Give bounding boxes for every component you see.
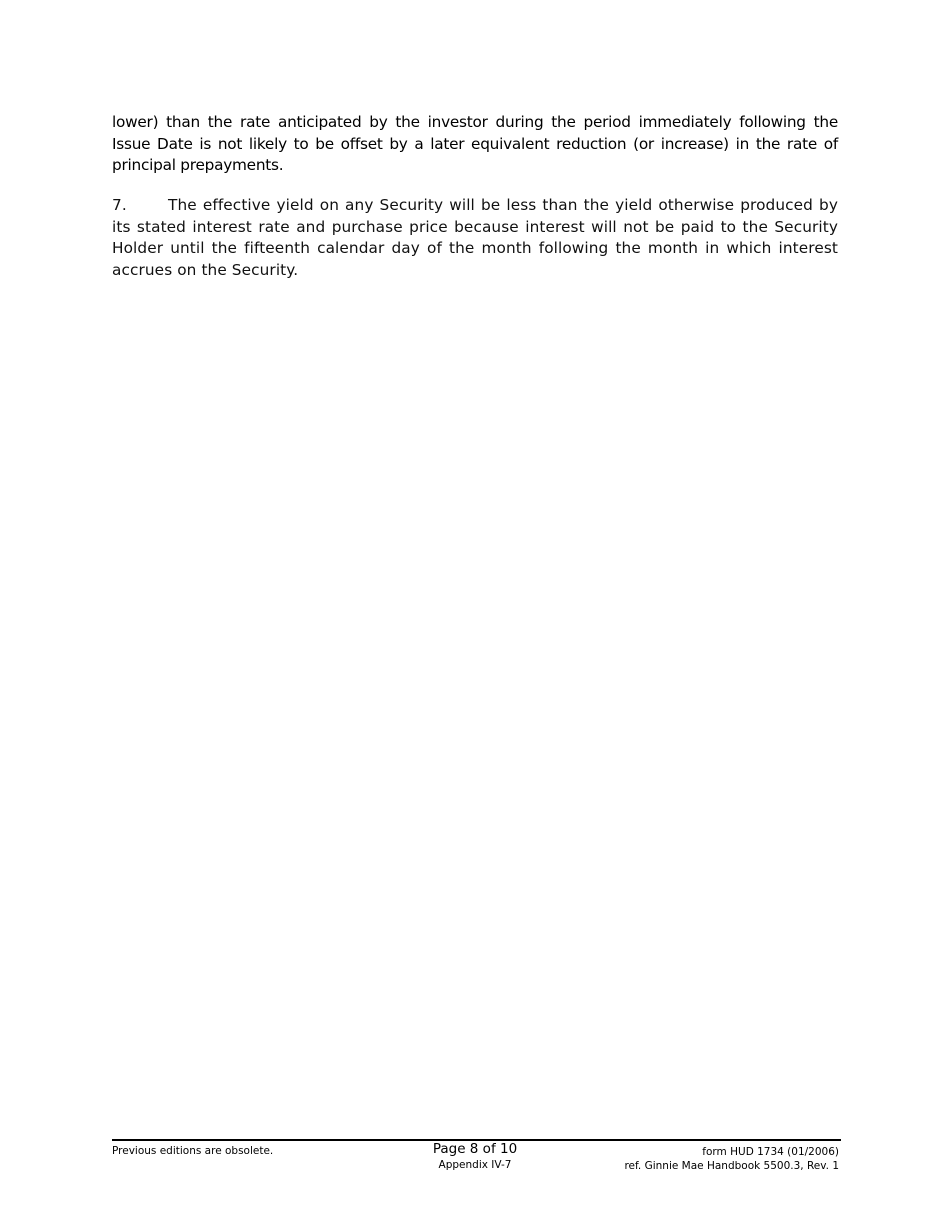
footer-page-info <box>405 1141 545 1172</box>
paragraph-text: The effective yield on any Security will be less than the yield otherwise produced by its stated interest rate and purchase price because interest will not be paid to the Security Holder until the fifteenth calendar day of the month following the month in which interest accrues on the Security. <box>112 196 838 279</box>
paragraph-number: 7. <box>112 196 127 214</box>
footer-obsolete-note: Previous editions are obsolete. <box>112 1145 274 1157</box>
form-number: form HUD 1734 (01/2006) <box>702 1146 839 1158</box>
page-number: Page 8 of 10 <box>432 1141 518 1157</box>
paragraph-7 <box>112 195 838 281</box>
paragraph-continued: lower) than the rate anticipated by the investor during the period immediately following the Issue Date is not likely to be offset by a later equivalent reduction (or increase) in the rate of principal prepayments. <box>112 113 838 174</box>
footer-form-reference <box>624 1145 839 1173</box>
appendix-label: Appendix IV-7 <box>438 1159 512 1171</box>
handbook-reference: ref. Ginnie Mae Handbook 5500.3, Rev. 1 <box>624 1160 839 1172</box>
